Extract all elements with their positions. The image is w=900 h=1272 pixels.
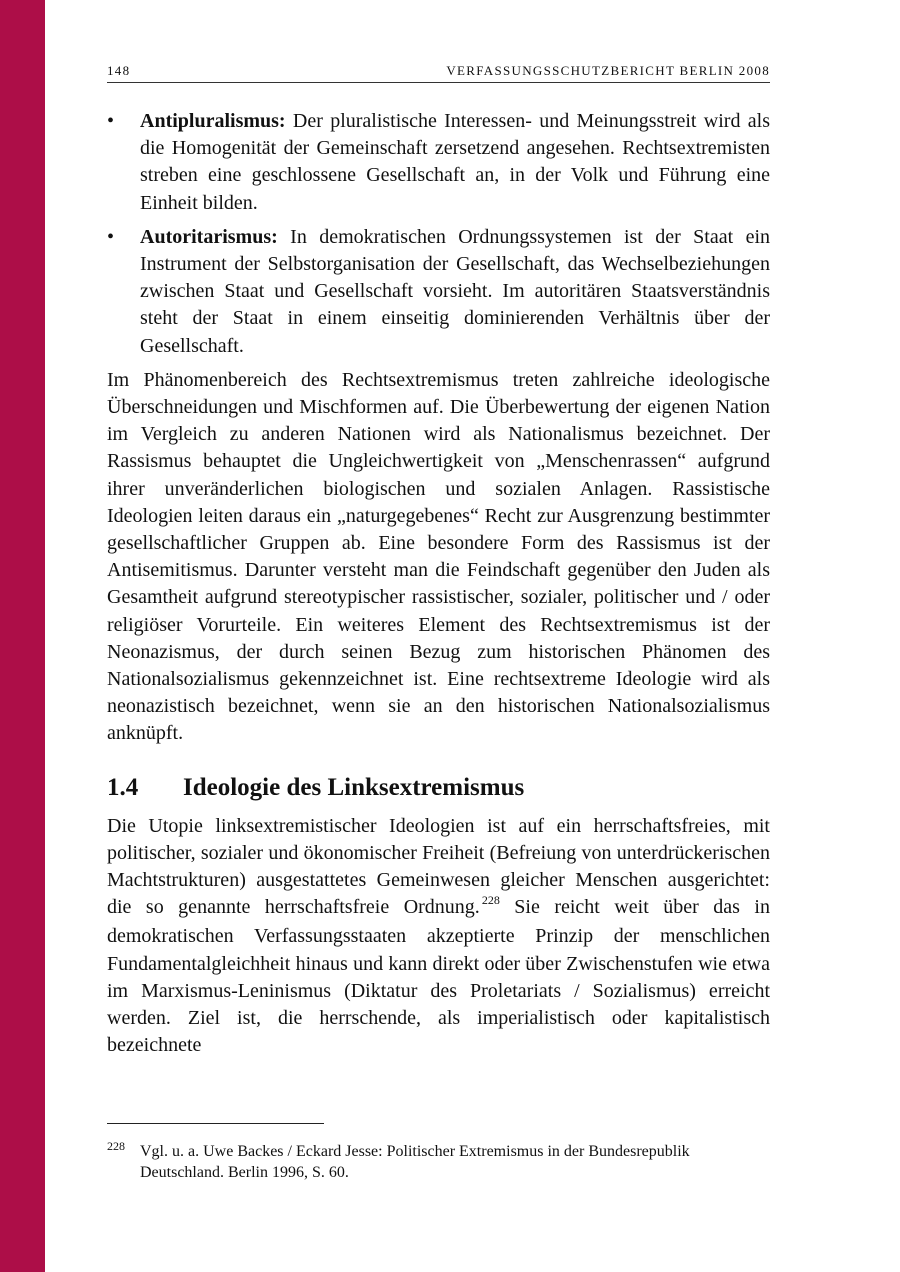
term-antipluralismus: Antipluralismus: (140, 110, 286, 132)
paragraph-rechtsextremismus: Im Phänomenbereich des Rechtsextremismus treten zahlreiche ideologische Überschneidungen und Mischformen auf. Die Überbewertung der eigenen Nation im Vergleich zu anderen Nationen wird als Nationalismus bezeichnet. Der Rassismus behauptet die Ungleichwertigkeit von „Menschenrassen“ aufgrund ihrer unveränderlichen biologischen und sozialen Anlagen. Rassistische Ideologien leiten daraus ein „naturgegebenes“ Recht zur Ausgrenzung bestimmter gesellschaftlicher Gruppen ab. Eine besondere Form des Rassismus ist der Antisemitismus. Darunter versteht man die Feindschaft gegenüber den Juden als Gesamtheit aufgrund stereotypischer rassistischer, sozialer, politischer und / oder religiöser Vorurteile. Ein weiteres Element des Rechtsextremismus ist der Neonazismus, der durch seinen Bezug zum historischen Phänomen des Nationalsozialismus gekennzeichnet ist. Eine rechtsextreme Ideologie wird als neonazistisch bezeichnet, wenn sie an den historischen Nationalsozialismus anknüpft. (107, 368, 770, 745)
section-number: 1.4 (107, 773, 139, 801)
bullet-text: Der pluralistische Interessen- und Meinungsstreit wird als die Homogenität der Gemeinschaft zersetzend angesehen. Rechtsextremisten streben eine geschlossene Gesellschaft an, in der Volk und Führung eine Einheit bilden. (140, 110, 770, 214)
body-text (107, 108, 770, 1060)
section-heading (107, 772, 770, 804)
section-title: Ideologie des Linksextremismus (183, 773, 525, 801)
footnote-reference[interactable]: 228 (481, 893, 500, 908)
bullet-icon: • (107, 225, 115, 248)
page-margin-bar (0, 0, 45, 1272)
paragraph-text-part1: Die Utopie linksextremistischer Ideologien ist auf ein herrschaftsfreies, mit politischer, sozialer und ökonomischer Freiheit (Befreiung von unterdrückerischen Machtstrukturen) ausgestattetes Gemeinwesen gleicher Menschen ausgerichtet: die so genannte herrschaftsfreie Ordnung. (107, 814, 770, 919)
footnote-text: Vgl. u. a. Uwe Backes / Eckard Jesse: Politischer Extremismus in der Bundesrepublik Deutschland. Berlin 1996, S. 60. (140, 1143, 690, 1181)
bullet-text: In demokratischen Ordnungssystemen ist der Staat ein Instrument der Selbstorganisation der Gesellschaft, das Wechselbeziehungen zwischen Staat und Gesellschaft vorsieht. Im autoritären Staatsverständnis steht der Staat in einem einseitig dominierenden Verhältnis über der Gesellschaft. (140, 225, 771, 357)
list-item (107, 108, 770, 217)
footnote (107, 1141, 770, 1183)
term-autoritarismus: Autoritarismus: (140, 225, 278, 248)
bullet-list (107, 108, 770, 360)
list-item (107, 224, 770, 360)
paragraph-text-part2: Sie reicht weit über das in demokratischen Verfassungsstaaten akzeptierte Prinzip der menschlichen Fundamentalgleichheit hinaus und kann direkt oder über Zwischenstufen wie etwa im Marxismus-Leninismus (Diktatur des Proletariats / Sozialismus) erreicht werden. Ziel ist, die herrschende, als imperialistisch oder kapitalistisch bezeichnete (107, 896, 770, 1057)
footnote-divider (107, 1123, 324, 1124)
footnote-number: 228 (107, 1139, 125, 1153)
page-number: 148 (107, 63, 131, 78)
bullet-icon: • (107, 110, 115, 132)
header-title: VERFASSUNGSSCHUTZBERICHT BERLIN 2008 (446, 63, 770, 78)
paragraph-linksextremismus (107, 813, 770, 1060)
running-header (107, 63, 770, 83)
